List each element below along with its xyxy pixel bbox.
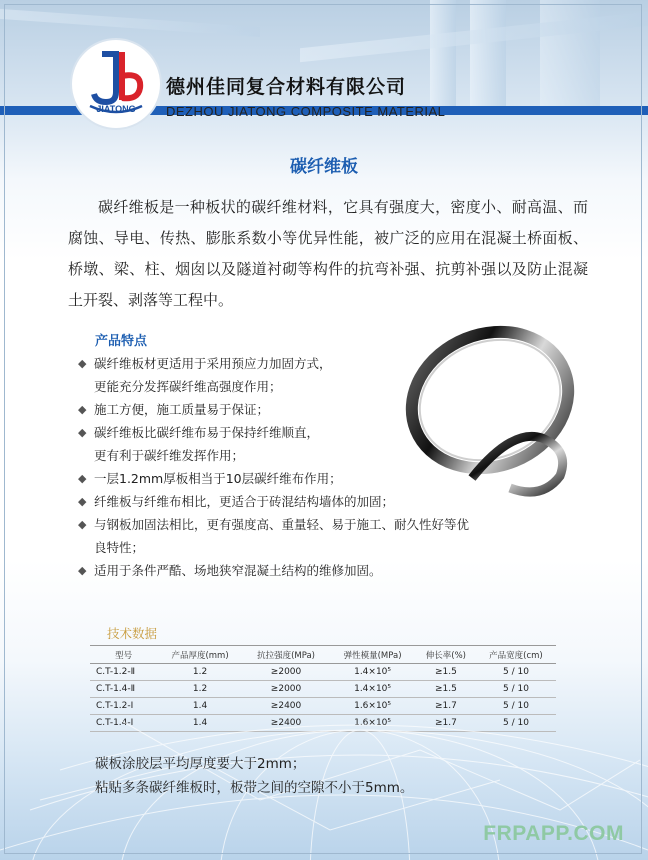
diamond-bullet-icon: ◆	[78, 518, 87, 531]
cell-modulus: 1.4×10⁵	[329, 664, 416, 681]
diamond-bullet-icon: ◆	[78, 472, 87, 485]
cell-elongation: ≥1.5	[416, 664, 476, 681]
feature-text: 适用于条件严酷、场地狭窄混凝土结构的维修加固。	[94, 563, 382, 578]
feature-text: 碳纤维板材更适用于采用预应力加固方式，	[94, 356, 332, 371]
feature-text-cont: 更能充分发挥碳纤维高强度作用；	[94, 379, 282, 394]
cell-width: 5 / 10	[476, 664, 556, 681]
cell-width: 5 / 10	[476, 715, 556, 732]
logo-wordmark: JIATONG	[96, 104, 136, 114]
cell-thickness: 1.4	[157, 698, 242, 715]
cell-elongation: ≥1.7	[416, 715, 476, 732]
column-header: 弹性模量(MPa)	[329, 646, 416, 664]
note-line: 碳板涂胶层平均厚度要大于2mm；	[95, 756, 306, 772]
diamond-bullet-icon: ◆	[78, 403, 87, 416]
steel-beam-decoration	[430, 0, 456, 115]
company-name-cn: 德州佳同复合材料有限公司	[166, 76, 407, 98]
company-name-en: DEZHOU JIATONG COMPOSITE MATERIAL	[166, 104, 446, 119]
installation-notes	[95, 752, 413, 800]
cell-elongation: ≥1.7	[416, 698, 476, 715]
column-header: 产品宽度(cm)	[476, 646, 556, 664]
cell-thickness: 1.2	[157, 681, 242, 698]
features-heading: 产品特点	[95, 334, 148, 349]
diamond-bullet-icon: ◆	[78, 564, 87, 577]
cell-thickness: 1.2	[157, 664, 242, 681]
column-header: 伸长率(%)	[416, 646, 476, 664]
diamond-bullet-icon: ◆	[78, 495, 87, 508]
cell-modulus: 1.6×10⁵	[329, 715, 416, 732]
diamond-bullet-icon: ◆	[78, 426, 87, 439]
feature-item	[78, 559, 558, 582]
cell-tensile: ≥2400	[243, 698, 330, 715]
feature-text-cont: 更有利于碳纤维发挥作用；	[94, 448, 245, 463]
feature-text-cont: 良特性；	[94, 540, 145, 555]
steel-beam-decoration	[0, 9, 260, 37]
cell-elongation: ≥1.5	[416, 681, 476, 698]
feature-text: 纤维板与纤维布相比，更适合于砖混结构墙体的加固；	[94, 494, 395, 509]
feature-text: 一层1.2mm厚板相当于10层碳纤维布作用；	[94, 471, 342, 486]
cell-modulus: 1.4×10⁵	[329, 681, 416, 698]
column-header: 产品厚度(mm)	[157, 646, 242, 664]
cell-model: C.T-1.2-Ⅰ	[90, 698, 157, 715]
cell-tensile: ≥2000	[243, 681, 330, 698]
page-title: 碳纤维板	[290, 157, 358, 177]
column-header: 抗拉强度(MPa)	[243, 646, 330, 664]
feature-text: 碳纤维板比碳纤维布易于保持纤维顺直，	[94, 425, 320, 440]
cell-tensile: ≥2400	[243, 715, 330, 732]
feature-text: 施工方便，施工质量易于保证；	[94, 402, 270, 417]
carbon-plate-coil-image	[392, 318, 582, 508]
cell-width: 5 / 10	[476, 681, 556, 698]
tech-data-heading: 技术数据	[107, 626, 158, 641]
note-line: 粘贴多条碳纤维板时，板带之间的空隙不小于5mm。	[95, 780, 414, 796]
diamond-bullet-icon: ◆	[78, 357, 87, 370]
company-logo	[72, 40, 160, 128]
feature-text: 与钢板加固法相比，更有强度高、重量轻、易于施工、耐久性好等优	[94, 517, 470, 532]
cell-model: C.T-1.2-Ⅱ	[90, 664, 157, 681]
cell-model: C.T-1.4-Ⅰ	[90, 715, 157, 732]
feature-item	[78, 513, 558, 559]
cell-thickness: 1.4	[157, 715, 242, 732]
jiatong-logo-icon	[72, 40, 160, 128]
steel-beam-decoration	[470, 0, 506, 115]
site-watermark: FRPAPP.COM	[483, 822, 624, 845]
cell-model: C.T-1.4-Ⅱ	[90, 681, 157, 698]
intro-paragraph: 碳纤维板是一种板状的碳纤维材料，它具有强度大，密度小、耐高温、而腐蚀、导电、传热、膨胀系数小等优异性能，被广泛的应用在混凝土桥面板、桥墩、梁、柱、烟囱以及隧道衬砌等构件的抗弯补强、抗剪补强以及防止混凝土开裂、剥落等工程中。	[68, 198, 588, 309]
cell-modulus: 1.6×10⁵	[329, 698, 416, 715]
cell-width: 5 / 10	[476, 698, 556, 715]
column-header: 型号	[90, 646, 157, 664]
cell-tensile: ≥2000	[243, 664, 330, 681]
